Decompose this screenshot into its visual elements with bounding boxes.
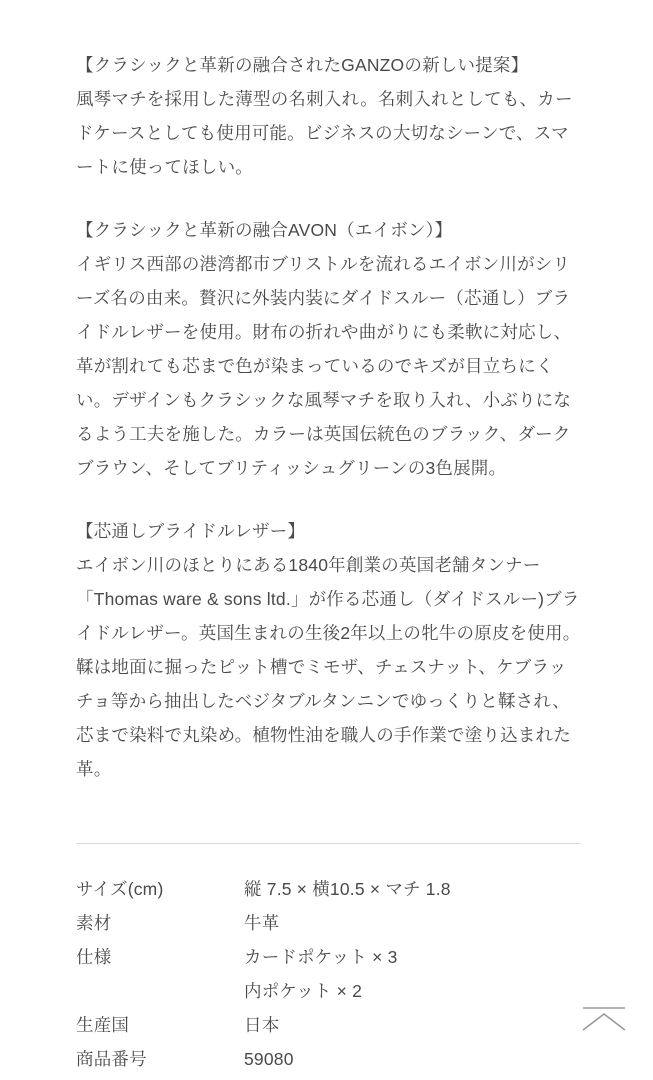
spec-label: 商品番号: [76, 1049, 147, 1070]
table-row: [76, 940, 581, 1008]
section-heading: 【クラシックと革新の融合されたGANZOの新しい提案】: [76, 55, 529, 75]
section-heading: 【クラシックと革新の融合AVON（エイボン）】: [76, 219, 453, 240]
chevron-up-icon[interactable]: [577, 992, 631, 1046]
specification-table: [76, 872, 581, 1077]
spec-value: 縦 7.5 × 横10.5 × マチ 1.8: [244, 878, 451, 899]
section-body: 風琴マチを採用した薄型の名刺入れ。名刺入れとしても、カードケースとしても使用可能。ビジネスの大切なシーンで、スマートに使ってほしい。: [76, 89, 573, 178]
table-row: [76, 906, 581, 940]
spec-value-secondary: 内ポケット × 2: [244, 980, 363, 1001]
section-heading: 【芯通しブライドルレザー】: [76, 520, 306, 541]
description-section-3: [76, 514, 581, 787]
description-section-1: [76, 48, 581, 185]
spec-value: 日本: [244, 1015, 280, 1035]
section-body: イギリス西部の港湾都市ブリストルを流れるエイボン川がシリーズ名の由来。贅沢に外装内装にダイドスルー（芯通し）ブライドルレザーを使用。財布の折れや曲がりにも柔軟に対応し、革が割れても芯まで色が染まっているのでキズが目立ちにくい。デザインもクラシックな風琴マチを取り入れ、小ぶりになるよう工夫を施した。カラーは英国伝統色のブラック、ダークブラウン、そしてブリティッシュグリーンの3色展開。: [76, 253, 572, 479]
description-section-2: [76, 213, 581, 486]
spec-value: 牛革: [244, 912, 280, 933]
spec-value-group: [244, 940, 581, 1008]
spec-label: 仕様: [76, 946, 112, 967]
table-row: [76, 1008, 581, 1042]
table-row: [76, 872, 581, 906]
spec-value: カードポケット × 3: [244, 946, 398, 967]
section-divider: [76, 843, 581, 844]
spec-label: 素材: [76, 912, 112, 933]
section-body: エイボン川のほとりにある1840年創業の英国老舗タンナー「Thomas ware & sons ltd.」が作る芯通し（ダイドスルー)ブライドルレザー。英国生まれの生後2年以上の牝牛の原皮を使用。鞣は地面に掘ったピット槽でミモザ、チェスナット、ケブラッチョ等から抽出したベジタブルタンニンでゆっくりと鞣され、芯まで染料で丸染め。植物性油を職人の手作業で塗り込まれた革。: [76, 554, 581, 780]
table-row: [76, 1042, 581, 1076]
spec-value: 59080: [244, 1049, 294, 1070]
spec-label: サイズ(cm): [76, 878, 164, 899]
spec-label: 生産国: [76, 1015, 130, 1035]
